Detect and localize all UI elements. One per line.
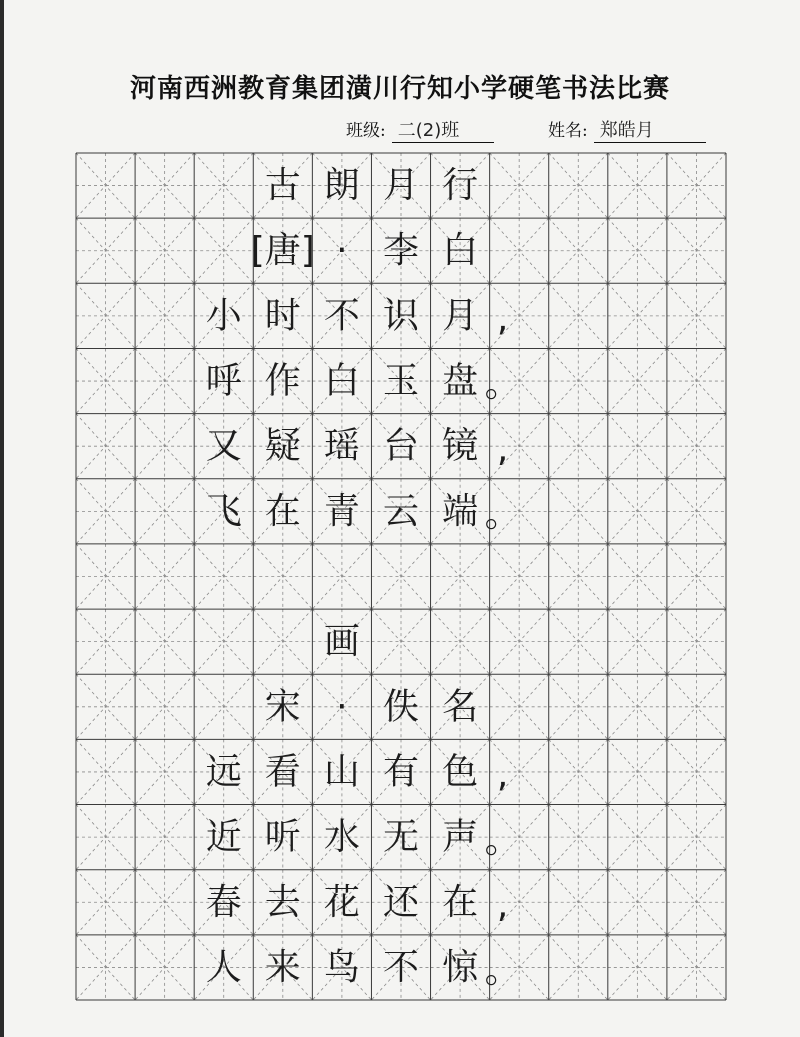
- grid-character: 盘: [442, 360, 479, 402]
- grid-character: 月: [442, 295, 479, 337]
- grid-character: ·: [336, 686, 348, 728]
- grid-character: 李: [382, 230, 420, 272]
- grid-character: 鸟: [323, 946, 360, 988]
- grid-character: 月: [382, 165, 420, 207]
- grid-character: 在: [264, 490, 301, 532]
- name-label: 姓名:: [548, 121, 588, 141]
- grid-character: 作: [264, 360, 301, 402]
- grid-punctuation: 。: [484, 950, 521, 992]
- grid-character: 在: [442, 881, 479, 923]
- grid-character: 飞: [205, 490, 242, 532]
- grid-character: 还: [382, 881, 420, 923]
- grid-character: 人: [205, 946, 242, 988]
- grid-character: 玉: [382, 360, 420, 402]
- grid-character: 惊: [442, 946, 479, 988]
- grid-character: 山: [323, 751, 360, 793]
- grid-character: 画: [323, 621, 360, 663]
- grid-character: 不: [323, 295, 360, 337]
- grid-character: 小: [205, 295, 242, 337]
- grid-character: 瑶: [323, 425, 360, 467]
- grid-punctuation: ,: [496, 885, 509, 927]
- grid-character: 朗: [323, 165, 360, 207]
- grid-character: 白: [323, 360, 360, 402]
- grid-character: 去: [264, 881, 301, 923]
- grid-character: [唐]: [250, 230, 315, 272]
- grid-character: 声: [442, 816, 479, 858]
- grid-character: 名: [442, 686, 479, 728]
- grid-character: 春: [205, 881, 242, 923]
- grid-character: 时: [264, 295, 301, 337]
- grid-punctuation: ,: [496, 754, 509, 796]
- grid-character: 近: [205, 816, 242, 858]
- grid-character: 行: [442, 165, 479, 207]
- grid-character: 又: [205, 425, 242, 467]
- grid-character: 来: [264, 946, 301, 988]
- grid-character: 色: [442, 751, 479, 793]
- grid-character: 古: [264, 165, 301, 207]
- grid-character: 宋: [264, 686, 301, 728]
- grid-character: 台: [382, 425, 420, 467]
- grid-character: 呼: [205, 360, 242, 402]
- grid-punctuation: 。: [484, 494, 521, 536]
- grid-punctuation: 。: [484, 819, 521, 861]
- grid-character: 花: [323, 881, 360, 923]
- grid-punctuation: ,: [496, 428, 509, 470]
- grid-character: 无: [382, 816, 420, 858]
- grid-character: 端: [442, 490, 479, 532]
- grid-character: ·: [336, 230, 348, 272]
- name-value: 郑皓月: [594, 116, 706, 143]
- grid-character: 看: [264, 751, 301, 793]
- grid-character: 镜: [442, 425, 479, 467]
- grid-character: 听: [264, 816, 301, 858]
- page-title: 河南西洲教育集团潢川行知小学硬笔书法比赛: [129, 74, 670, 104]
- grid-character: 青: [323, 490, 360, 532]
- class-value: 二(2)班: [392, 116, 494, 143]
- grid-character: 云: [382, 490, 420, 532]
- grid-character: 不: [382, 946, 420, 988]
- grid-character: 识: [382, 295, 420, 337]
- grid-character: 远: [205, 751, 242, 793]
- grid-character: 疑: [264, 425, 301, 467]
- grid-character: 佚: [382, 686, 420, 728]
- grid-character: 水: [323, 816, 360, 858]
- class-label: 班级:: [346, 121, 386, 141]
- grid-character: 白: [442, 230, 479, 272]
- grid-character: 有: [382, 751, 420, 793]
- grid-punctuation: ,: [496, 298, 509, 340]
- grid-punctuation: 。: [484, 363, 521, 405]
